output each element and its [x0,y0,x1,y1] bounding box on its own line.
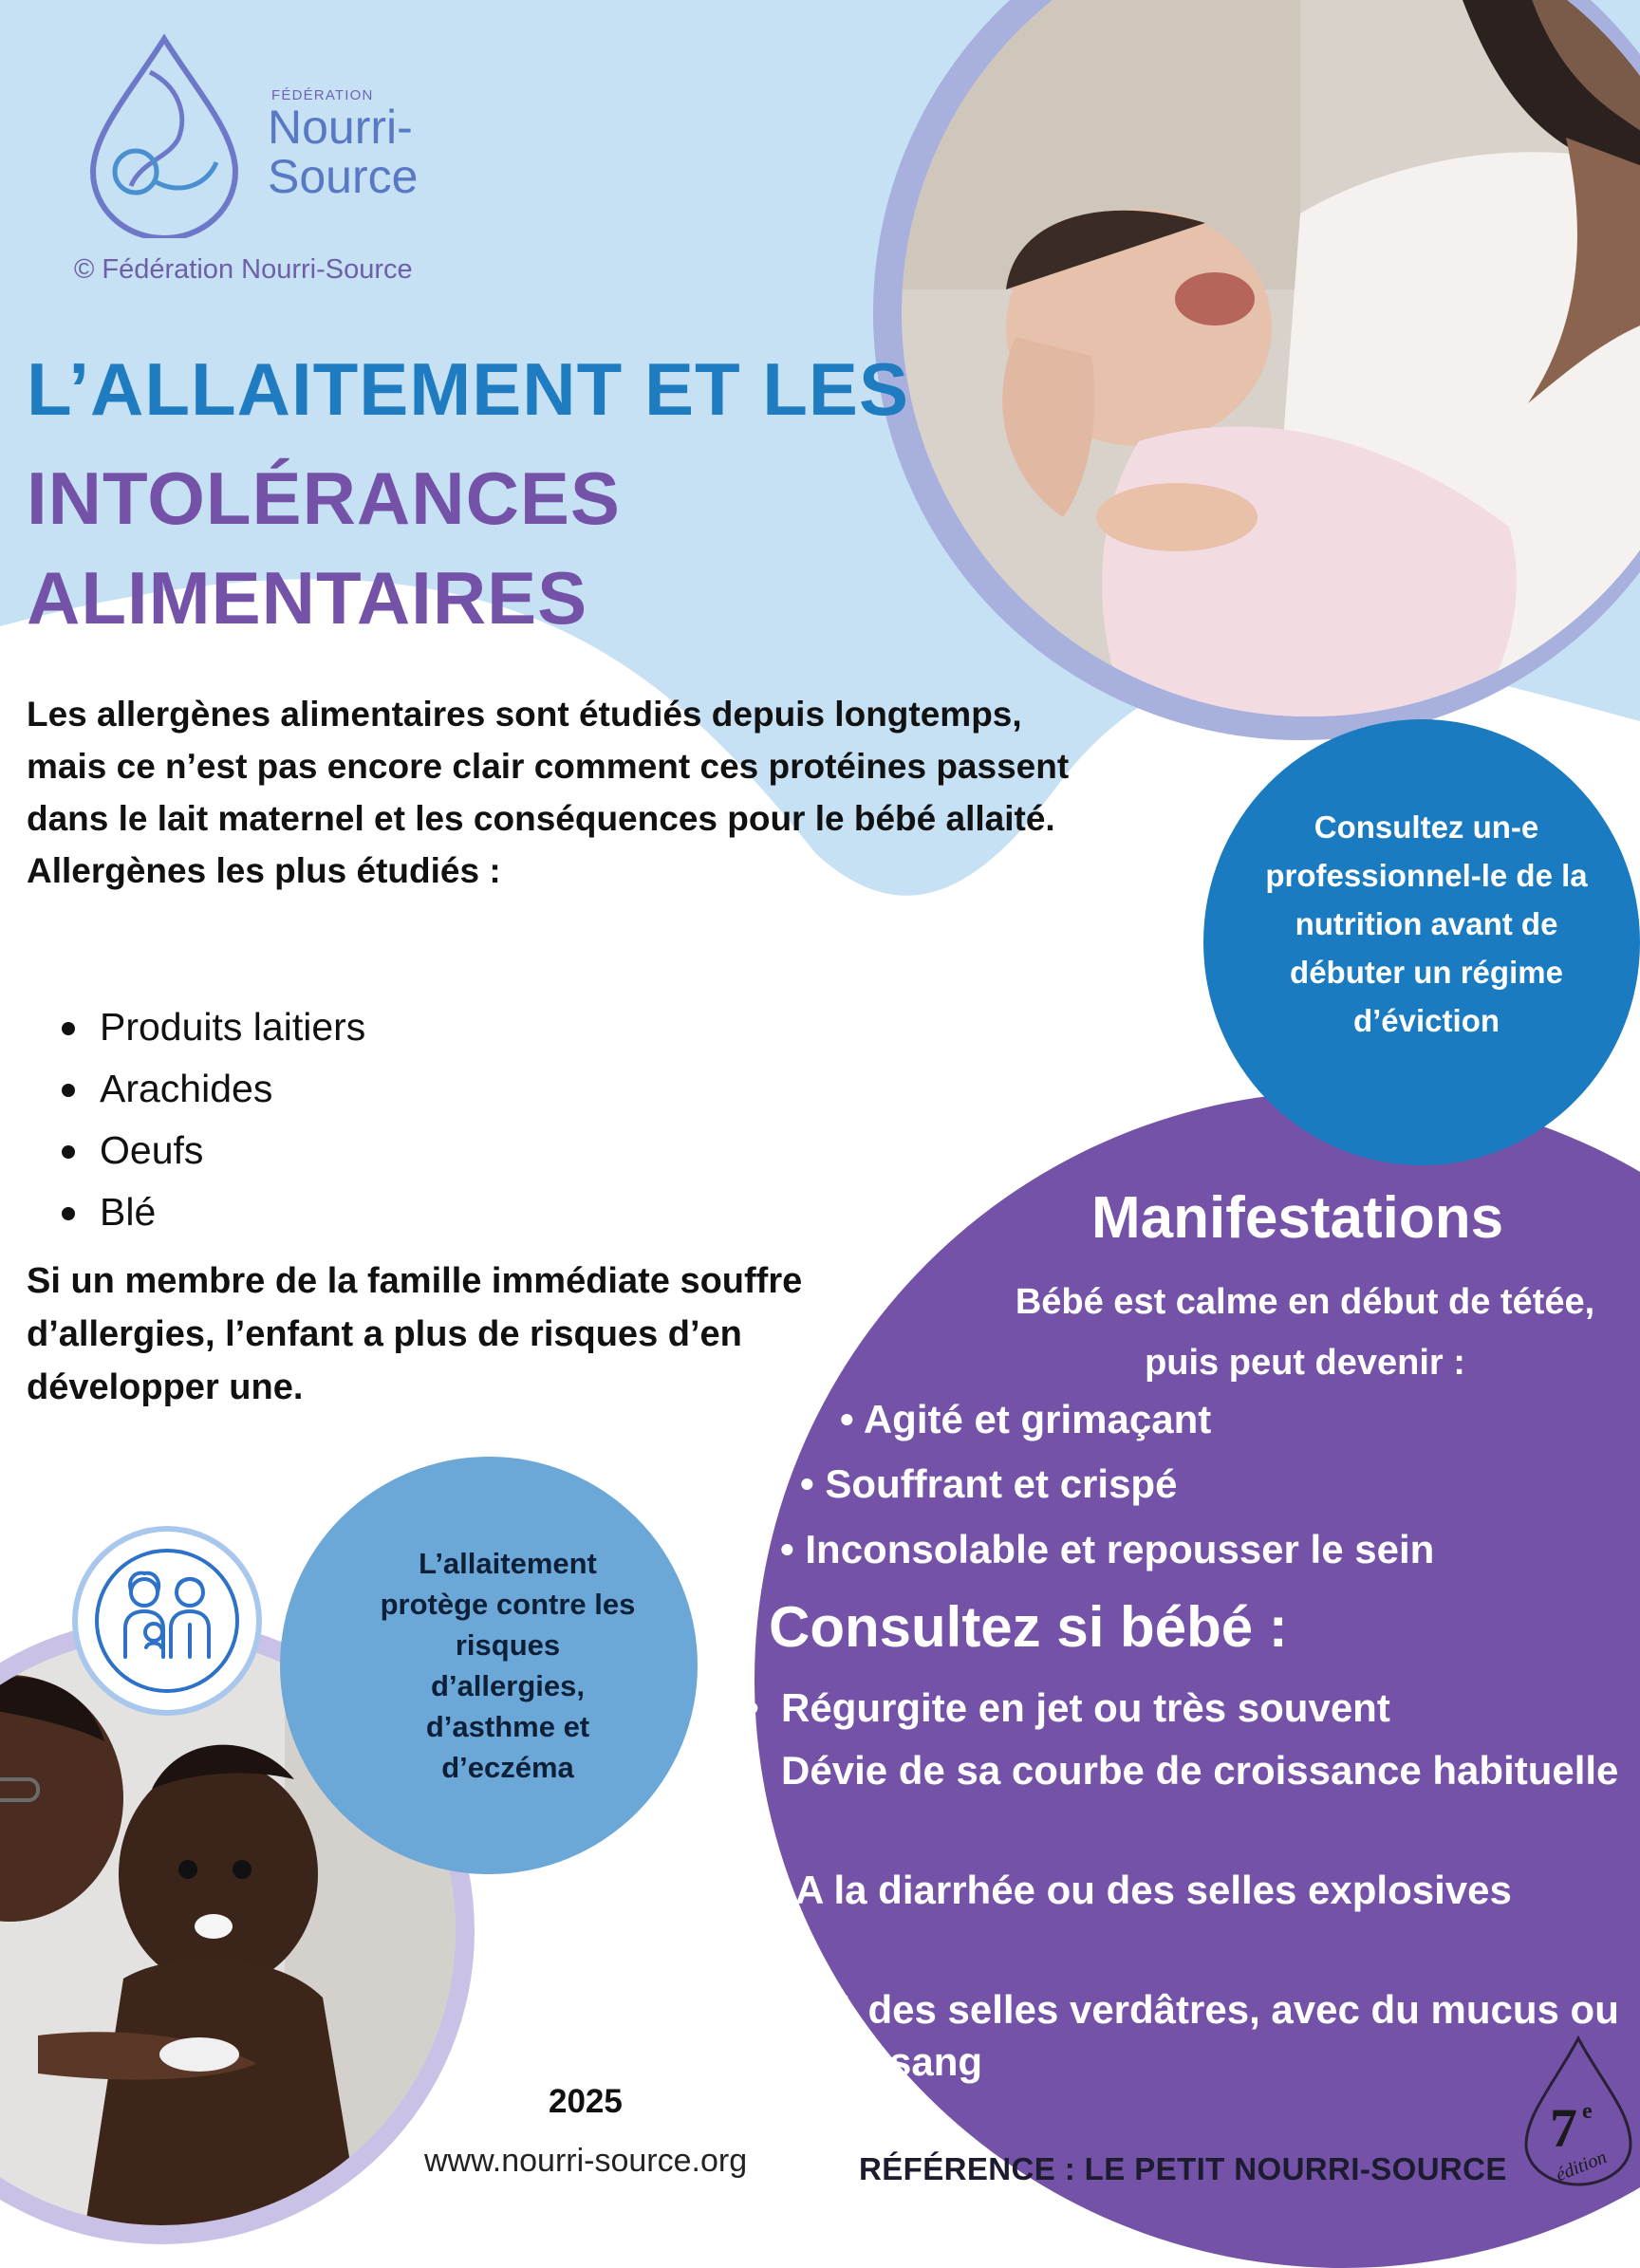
edition-superscript: e [1582,2099,1593,2124]
manifestation-item: • Inconsolable et repousser le sein [780,1527,1435,1571]
reference-note: RÉFÉRENCE : LE PETIT NOURRI-SOURCE [859,2151,1507,2186]
edition-badge [1512,2031,1640,2186]
copyright: © Fédération Nourri-Source [74,254,413,285]
manifestation-item: • Agité et grimaçant [840,1397,1212,1441]
website-link[interactable]: www.nourri-source.org [424,2143,748,2179]
title-line-3: ALIMENTAIRES [27,556,588,640]
title-line-1: L’ALLAITEMENT ET LES [27,347,909,431]
allergen-item: Oeufs [57,1120,365,1181]
allergen-list [57,996,365,1243]
family-risk-note: Si un membre de la famille immédiate souffre d’allergies, l’enfant a plus de risques d’en développer une. [27,1261,803,1407]
allergen-item: Arachides [57,1058,365,1120]
consult-item: • Dévie de sa courbe de croissance habituelle [745,1748,1619,1793]
manifestations-title: Manifestations [1091,1185,1504,1251]
logo-name-line1: Nourri- [268,101,413,154]
consult-if-baby-title: Consultez si bébé : [769,1595,1288,1659]
consult-item: • A des selles verdâtres, avec du mucus ou du sang [793,1987,1619,2084]
allergen-item: Produits laitiers [57,996,365,1058]
logo-federation-label: FÉDÉRATION [271,87,374,103]
family-icon-badge [72,1526,262,1716]
logo-name [268,102,418,201]
intro-paragraph: Les allergènes alimentaires sont étudiés depuis longtemps, mais ce n’est pas encore clair comment ces protéines passent dans le lait maternel et les conséquences pour le bébé allaité. Allergènes les plus étudiés : [27,695,1070,890]
manifestation-item: • Souffrant et crispé [800,1461,1178,1506]
family-icon [95,1549,239,1693]
consult-item: • A la diarrhée ou des selles explosives [759,1868,1512,1912]
logo-name-line2: Source [268,150,419,203]
protection-info-text: L’allaitement protège contre les risques d’allergies, d’asthme et d’eczéma [380,1547,636,1784]
consult-nutritionist-text: Consultez un-e professionnel-le de la nutrition avant de débuter un régime d’éviction [1265,809,1588,1038]
edition-number: 7 [1550,2097,1577,2159]
allergen-item: Blé [57,1181,365,1243]
title-line-2: INTOLÉRANCES [27,456,621,540]
consult-nutritionist-circle [1203,719,1640,1165]
drop-mother-baby-logo [84,34,245,238]
consult-item: • Régurgite en jet ou très souvent [745,1685,1390,1730]
manifestations-intro: Bébé est calme en début de tétée, puis peut devenir : [1015,1282,1595,1383]
protection-info-circle [280,1457,698,1874]
edition-word: édition [1553,2147,1610,2186]
year: 2025 [549,2083,623,2120]
